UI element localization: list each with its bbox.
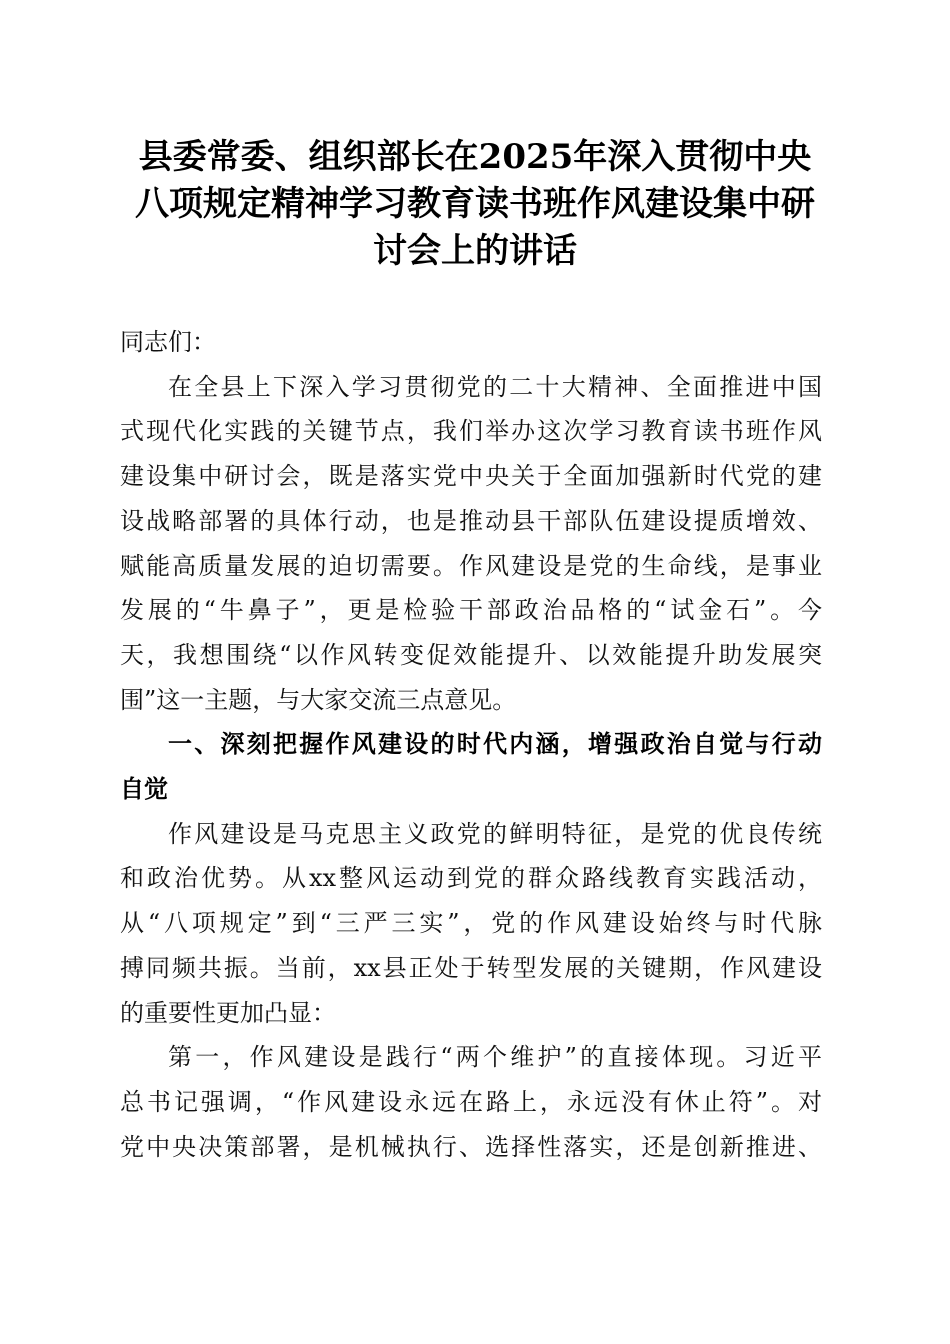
title-line-3: 讨会上的讲话 — [373, 231, 577, 271]
paragraph-intro — [120, 365, 822, 723]
text-line: 和政治优势。从xx整风运动到党的群众路线教育实践活动， — [120, 864, 822, 893]
text-line: 的重要性更加凸显： — [120, 998, 336, 1027]
text-line: 式现代化实践的关键节点，我们举办这次学习教育读书班作风 — [120, 417, 822, 446]
heading-line: 一、深刻把握作风建设的时代内涵，增强政治自觉与行动 — [168, 730, 822, 759]
text-line: 总书记强调，“作风建设永远在路上，永远没有休止符”。对 — [120, 1087, 822, 1116]
text-line: 设战略部署的具体行动，也是推动县干部队伍建设提质增效、 — [120, 506, 822, 535]
text-line: 第一，作风建设是践行“两个维护”的直接体现。习近平 — [168, 1043, 822, 1072]
salutation — [120, 320, 822, 365]
text-line: 从“八项规定”到“三严三实”，党的作风建设始终与时代脉 — [120, 909, 822, 938]
section-heading-1 — [120, 722, 822, 811]
paragraph-point-1 — [120, 1035, 822, 1169]
text-line: 搏同频共振。当前，xx县正处于转型发展的关键期，作风建设 — [120, 953, 822, 982]
title-line-1: 县委常委、组织部长在2025年深入贯彻中央 — [138, 137, 812, 177]
heading-line: 自觉 — [120, 775, 168, 804]
text-line: 作风建设是马克思主义政党的鲜明特征，是党的优良传统 — [168, 819, 822, 848]
text-line: 围”这一主题，与大家交流三点意见。 — [120, 685, 517, 714]
text-line: 发展的“牛鼻子”，更是检验干部政治品格的“试金石”。今 — [120, 596, 822, 625]
text-line: 在全县上下深入学习贯彻党的二十大精神、全面推进中国 — [168, 372, 822, 401]
document-body — [120, 320, 822, 1169]
text-line: 赋能高质量发展的迫切需要。作风建设是党的生命线，是事业 — [120, 551, 822, 580]
text-line: 党中央决策部署，是机械执行、选择性落实，还是创新推进、 — [120, 1132, 822, 1161]
title-line-2: 八项规定精神学习教育读书班作风建设集中研 — [135, 184, 815, 224]
paragraph-section-1 — [120, 812, 822, 1036]
text-line: 建设集中研讨会，既是落实党中央关于全面加强新时代党的建 — [120, 462, 822, 491]
document-title — [110, 134, 840, 275]
salutation-text: 同志们： — [120, 328, 216, 356]
text-line: 天，我想围绕“以作风转变促效能提升、以效能提升助发展突 — [120, 640, 822, 669]
